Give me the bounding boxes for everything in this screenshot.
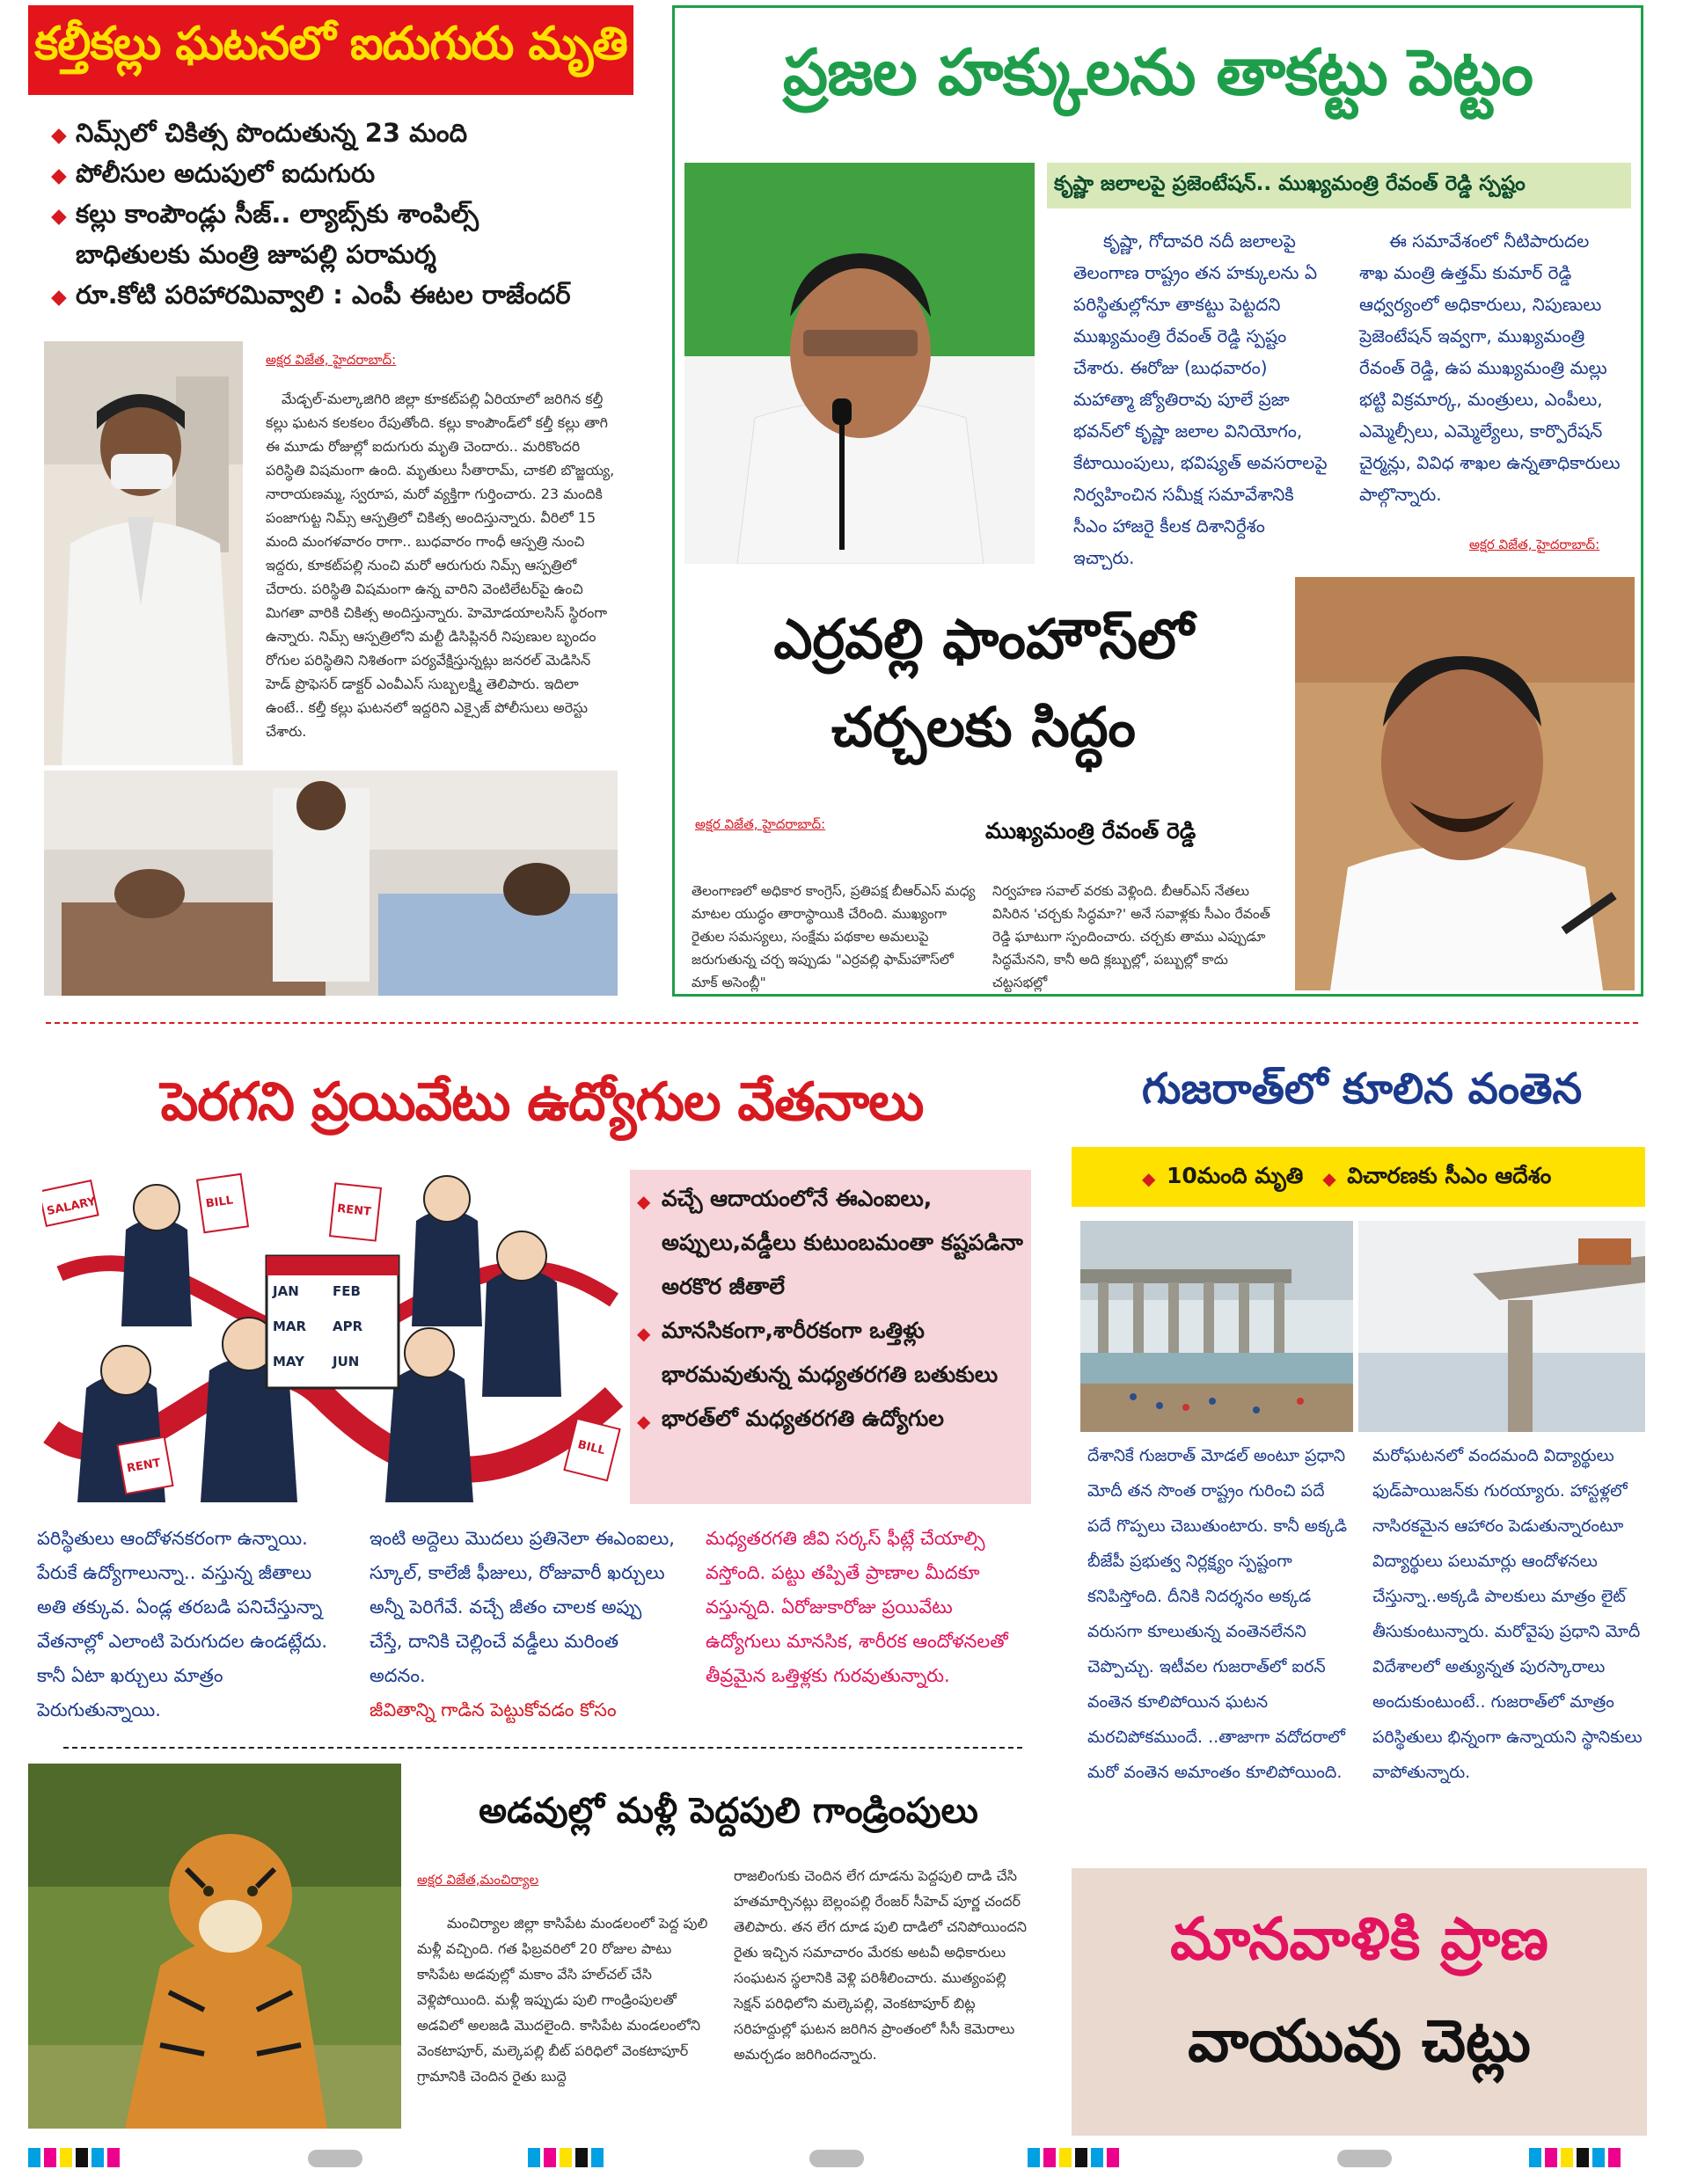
salary-label: SALARY: [45, 1194, 98, 1219]
story4-headline: పెరగని ప్రయివేటు ఉద్యోగుల వేతనాలు: [160, 1071, 924, 1133]
print-color-bar: [28, 2148, 120, 2167]
section-divider: [63, 1747, 1022, 1749]
story1-bullets: [51, 113, 614, 315]
bullet-item: ◆ రూ.కోటి పరిహారమివ్వాలి : ఎంపీ ఈటల రాజేందర్: [51, 274, 614, 315]
bullet-item: ◆ వచ్చే ఆదాయంలోనే ఈఎంఐలు, అప్పులు,వడ్డీలు కుటుంబమంతా కష్టపడినా అరకొర జీతాలే: [637, 1177, 1024, 1309]
story3-headline-line2: చర్చలకు సిద్ధం: [831, 695, 1136, 759]
story1-paragraph: మేడ్చల్-మల్కాజిగిరి జిల్లా కూకట్‌పల్లి ఏరియాలో జరిగిన కల్తీ కల్లు ఘటన కలకలం రేపుతోంది. కల్లు కాంపౌండ్‌లో కల్తీ కల్లు తాగి ఈ మూడు రోజుల్లో ఐదుగురు మృతి చెందారు.. మరికొందరి పరిస్థితి విషమంగా ఉంది. మృతులు సీతారామ్, చాకలి బొజ్జయ్య, నారాయణమ్మ, స్వరూప, మరో వ్యక్తిగా గుర్తించారు. 23 మందికి పంజాగుట్ట నిమ్స్ ఆస్పత్రిలో చికిత్స అందిస్తున్నారు. వీరిలో 15 మంది మంగళవారం రాగా.. బుధవారం గాంధీ ఆస్పత్రి నుంచి ఇద్దరు, కూకట్‌పల్లి నుంచి మరో ఆరుగురు నిమ్స్ ఆస్పత్రిలో చేరారు. పరిస్థితి విషమంగా ఉన్న వారిని వెంటిలేటర్‌పై ఉంచి మిగతా వారికి చికిత్స అందిస్తున్నారు. హెమోడయాలసిస్ స్థిరంగా ఉన్నారు. నిమ్స్ ఆస్పత్రిలోని మల్టీ డిసిప్లినరీ నిపుణుల బృందం రోగుల పరిస్థితిని నిశితంగా పర్యవేక్షిస్తున్నట్లు జనరల్ మెడిసిన్ హెడ్ ప్రొఫెసర్ డాక్టర్ ఎంవీఎస్ సుబ్బలక్ష్మి తెలిపారు. ఇదిలా ఉంటే.. కల్తీ కల్లు ఘటనలో ఇద్దరిని ఎక్సైజ్ పోలీసులు అరెస్టు చేశారు.: [266, 391, 615, 740]
story3-byline: అక్షర విజేత, హైదరాబాద్:: [695, 816, 826, 832]
story6-col1-text: మంచిర్యాల జిల్లా కాసిపేట మండలంలో పెద్ద పులి మళ్లీ వచ్చింది. గత ఫిబ్రవరిలో 20 రోజుల పాటు కాసిపేట అడవుల్లో మకాం వేసి హల్‌చల్ చేసి వెళ్లిపోయింది. మళ్లీ ఇప్పుడు పులి గాండ్రింపులతో అడవిలో అలజడి మొదలైంది. కాసిపేట మండలంలోని వెంకటాపూర్, మల్కెపల్లి బీట్ పరిధిలో వెంకటాపూర్ గ్రామానికి చెందిన రైతు బుద్దె: [417, 1915, 708, 2085]
tiger-photo: [28, 1764, 401, 2129]
story2-byline: అక్షర విజేత, హైదరాబాద్:: [1469, 537, 1600, 552]
bullet-item: ◆ విచారణకు సీఎం ఆదేశం: [1322, 1158, 1551, 1194]
registration-pill: [809, 2150, 864, 2167]
section-divider: [46, 1022, 1638, 1024]
story4-col1-text: పరిస్థితులు ఆందోళనకరంగా ఉన్నాయి. పేరుకే ఉద్యోగాలున్నా.. వస్తున్న జీతాలు అతి తక్కువ. ఏండ్ల తరబడి పనిచేస్తున్నా వేతనాల్లో ఎలాంటి పెరుగుదల ఉండట్లేదు. కానీ ఏటా ఖర్చులు మాత్రం పెరుగుతున్నాయి.: [37, 1528, 328, 1720]
story2-col1-text: కృష్ణా, గోదావరి నదీ జలాలపై తెలంగాణ రాష్ట్రం తన హక్కులను ఏ పరిస్థితుల్లోనూ తాకట్టు పెట్టదని ముఖ్యమంత్రి రేవంత్ రెడ్డి స్పష్టం చేశారు. ఈరోజు (బుధవారం) మహాత్మా జ్యోతిరావు పూలే ప్రజా భవన్‌లో కృష్ణా జలాల వినియోగం, కేటాయింపులు, భవిష్యత్ అవసరాలపై నిర్వహించిన సమీక్ష సమావేశానికి సీఎం హాజరై కీలక దిశానిర్దేశం ఇచ్చారు.: [1073, 230, 1328, 568]
story6-column-2: [734, 1863, 1031, 2067]
minister-photo: [44, 341, 243, 765]
story2-subheadline: కృష్ణా జలాలపై ప్రజెంటేషన్.. ముఖ్యమంత్రి రేవంత్ రెడ్డి స్పష్టం: [1054, 172, 1526, 195]
month-label: JUL: [218, 1465, 243, 1481]
bullet-item: బాధితులకు మంత్రి జూపల్లి పరామర్శ: [76, 239, 436, 269]
print-color-bar: [528, 2148, 604, 2167]
bullet-item: ◆ పోలీసుల అదుపులో ఐదుగురు: [51, 153, 614, 194]
bill-label: BILL: [576, 1438, 607, 1458]
revanth-presentation-photo: [684, 163, 1035, 564]
registration-pill: [1337, 2150, 1392, 2167]
month-label: FEB: [333, 1283, 361, 1299]
story5-bullets: [1142, 1158, 1635, 1194]
story5-col1-text: దేశానికే గుజరాత్ మోడల్ అంటూ ప్రధాని మోదీ తన సొంత రాష్ట్రం గురించి పదే పదే గొప్పలు చెబుతుంటారు. కానీ అక్కడి బీజేపీ ప్రభుత్వ నిర్లక్ష్యం స్పష్టంగా కనిపిస్తోంది. దీనికి నిదర్శనం అక్కడ వరుసగా కూలుతున్న వంతెనలేనని చెప్పొచ్చు. ఇటీవల గుజరాత్‌లో ఐరన్ వంతెన కూలిపోయిన ఘటన మరచిపోకముందే. ..తాజాగా వదోదరాలో మరో వంతెన అమాంతం కూలిపోయింది.: [1087, 1446, 1348, 1782]
story4-col2-text: ఇంటి అద్దెలు మొదలు ప్రతినెలా ఈఎంఐలు, స్కూల్, కాలేజీ ఫీజులు, రోజువారీ ఖర్చులు అన్నీ పెరిగేవే. వచ్చే జీతం చాలక అప్పు చేస్తే, దానికి చెల్లించే వడ్డీలు మరింత అదనం.: [370, 1528, 675, 1686]
story6-col2-text: రాజలింగుకు చెందిన లేగ దూడను పెద్దపులి దాడి చేసి హతమార్చినట్లు బెల్లంపల్లి రేంజర్ సీహెచ్ పూర్ణ చందర్ తెలిపారు. తన లేగ దూడ పులి దాడిలో చనిపోయిందని రైతు ఇచ్చిన సమాచారం మేరకు అటవీ అధికారులు సంఘటన స్థలానికి వెళ్లి పరిశీలించారు. ముత్యంపల్లి సెక్షన్ పరిధిలోని మల్కెపల్లి, వెంకటాపూర్ బిట్ల సరిహద్దుల్లో ఘటన జరిగిన ప్రాంతంలో సీసీ కెమెరాలు అమర్చడం జరిగిందన్నారు.: [734, 1867, 1028, 2063]
story3-attribution: ముఖ్యమంత్రి రేవంత్ రెడ్డి: [985, 818, 1196, 844]
revanth-portrait-photo: [1295, 577, 1635, 990]
story6-column-1: [417, 1910, 716, 2089]
story5-column-2: [1372, 1438, 1643, 1790]
month-label: APR: [333, 1318, 363, 1334]
collapsed-bridge-photo: [1080, 1221, 1353, 1432]
story2-column-1: [1073, 225, 1328, 573]
story2-headline: ప్రజల హక్కులను తాకట్టు పెట్టం: [782, 35, 1533, 109]
story5-headline: గుజరాత్‌లో కూలిన వంతెన: [1141, 1064, 1583, 1114]
story3-column-1: [691, 880, 980, 994]
bill-label: BILL: [204, 1194, 235, 1211]
story4-col2-highlight: జీవితాన్ని గాడిన పెట్టుకోవడం కోసం: [370, 1699, 617, 1720]
print-color-bar: [1529, 2148, 1621, 2167]
hospital-photo: [44, 771, 618, 996]
bullet-item: ◆ నిమ్స్‌లో చికిత్స పొందుతున్న 23 మంది: [51, 113, 614, 153]
story7-headline-line1: మానవాళికి ప్రాణ: [1170, 1905, 1548, 1973]
story3-col1-text: తెలంగాణలో అధికార కాంగ్రెస్, ప్రతిపక్ష బీఆర్ఎస్ మధ్య మాటల యుద్ధం తారాస్థాయికి చేరింది. ముఖ్యంగా రైతుల సమస్యలు, సంక్షేమ పథకాల అమలుపై జరుగుతున్న చర్చ ఇప్పుడు "ఎర్రవల్లి ఫామ్‌హౌస్‌లో మాక్ అసెంబ్లీ": [691, 883, 976, 990]
story4-bullets: [637, 1177, 1024, 1441]
salary-stress-illustration: [42, 1168, 623, 1502]
story6-headline: అడవుల్లో మళ్లీ పెద్దపులి గాండ్రింపులు: [479, 1791, 978, 1831]
story3-headline-line1: ఎర్రవల్లి ఫాంహౌస్‌లో: [773, 607, 1194, 671]
print-color-bar: [1028, 2148, 1119, 2167]
story3-col2-text: నిర్వహణ సవాల్ వరకు వెళ్లింది. బీఆర్ఎస్ నేతలు విసిరిన 'చర్చకు సిద్ధమా?' అనే సవాళ్లకు సీఎం రేవంత్ రెడ్డి ఘాటుగా స్పందించారు. చర్చకు తాము ఎప్పుడూ సిద్ధమేనని, కానీ అది క్లబ్బుల్లో, పబ్బుల్లో కాదు చట్టసభల్లో: [992, 883, 1270, 990]
story1-headline: కల్తీకల్లు ఘటనలో ఐదుగురు మృతి: [34, 18, 627, 70]
month-label: MAR: [273, 1318, 307, 1334]
rent-label: RENT: [126, 1457, 162, 1476]
story7-headline-line2: వాయువు చెట్లు: [1188, 2007, 1531, 2075]
story2-column-2: [1359, 225, 1623, 510]
story5-col2-text: మరోఘటనలో వందమంది విద్యార్థులు ఫుడ్‌పాయిజన్‌కు గురయ్యారు. హాస్టళ్లలో నాసిరకమైన ఆహారం పెడుతున్నారంటూ విద్యార్థులు పలుమార్లు ఆందోళనలు చేస్తున్నా..అక్కడి పాలకులు మాత్రం లైట్ తీసుకుంటున్నారు. మరోవైపు ప్రధాని మోదీ విదేశాలలో అత్యున్నత పురస్కారాలు అందుకుంటుంటే.. గుజరాత్‌లో మాత్రం పరిస్థితులు భిన్నంగా ఉన్నాయని స్థానికులు వాపోతున్నారు.: [1372, 1446, 1643, 1782]
month-label: JUN: [333, 1354, 360, 1370]
story6-byline: అక్షర విజేత,మంచిర్యాల: [417, 1872, 539, 1888]
story1-byline: అక్షర విజేత, హైదరాబాద్:: [266, 352, 397, 368]
bullet-item: ◆ 10మంది మృతి: [1142, 1158, 1303, 1194]
story4-col3-text: మధ్యతరగతి జీవి సర్కస్ ఫీట్లే చేయాల్సి వస్తోంది. పట్టు తప్పితే ప్రాణాల మీదకూ వస్తున్నది. ఏరోజుకారోజు ప్రయివేటు ఉద్యోగులు మానసిక, శారీరక ఆందోళనలతో తీవ్రమైన ఒత్తిళ్లకు గురవుతున్నారు.: [706, 1528, 1008, 1686]
bullet-item: ◆ భారత్‌లో మధ్యతరగతి ఉద్యోగుల: [637, 1397, 1024, 1441]
rent-label: RENT: [336, 1202, 372, 1219]
story3-column-2: [992, 880, 1283, 994]
month-label: JAN: [273, 1283, 299, 1299]
story4-column-2: [370, 1522, 677, 1727]
story5-column-1: [1087, 1438, 1351, 1790]
story2-col2-text: ఈ సమావేశంలో నీటిపారుదల శాఖ మంత్రి ఉత్తమ్ కుమార్ రెడ్డి ఆధ్వర్యంలో అధికారులు, నిపుణులు ప్రెజెంటేషన్ ఇవ్వగా, ముఖ్యమంత్రి రేవంత్ రెడ్డి, ఉప ముఖ్యమంత్రి మల్లు భట్టి విక్రమార్క, మంత్రులు, ఎంపీలు, ఎమ్మెల్సీలు, ఎమ్మెల్యేలు, కార్పొరేషన్ చైర్మన్లు, వివిధ శాఖల ఉన్నతాధికారులు పాల్గొన్నారు.: [1359, 230, 1621, 505]
story4-column-1: [37, 1522, 336, 1727]
month-label: MAY: [273, 1354, 304, 1370]
registration-pill: [308, 2150, 362, 2167]
bullet-item: ◆ కల్లు కాంపౌండ్లు సీజ్.. ల్యాబ్స్‌కు శాంపిల్స్: [51, 194, 614, 234]
story4-column-3: [706, 1522, 1031, 1693]
bullet-item: ◆ మానసికంగా,శారీరకంగా ఒత్తిళ్లు భారమవుతున్న మధ్యతరగతి బతుకులు: [637, 1309, 1024, 1397]
story1-body: [266, 387, 618, 743]
bridge-wreck-photo: [1358, 1221, 1645, 1432]
